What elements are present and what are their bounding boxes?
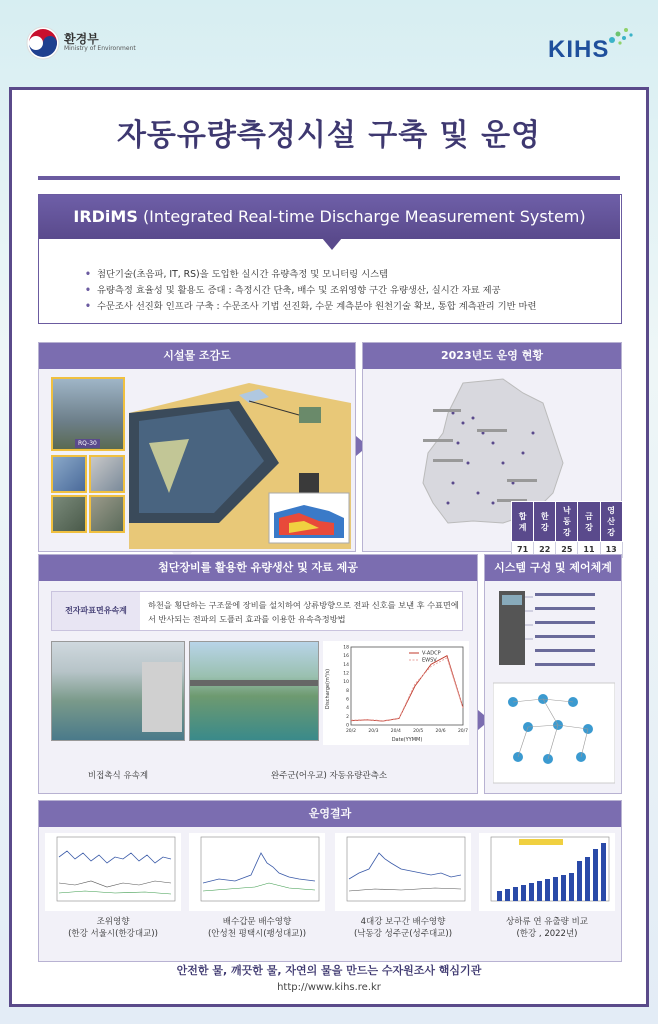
chart-xtick-label: 20/7 (457, 729, 469, 734)
chart-ytick-label: 2 (346, 714, 349, 720)
page-title: 자동유량측정시설 구축 및 운영 (116, 118, 542, 153)
result-caption-line2: (한강 서울시(한강대교)) (68, 929, 158, 939)
results-panel (38, 800, 622, 962)
equipment-photo-2 (89, 455, 125, 493)
irdims-arrow-icon (322, 238, 342, 250)
sensor-photo (51, 641, 185, 741)
station-caption: 완주군(어우교) 자동유량관측소 (270, 771, 388, 781)
bullet-item: • 첨단기술(초음파, IT, RS)을 도입한 실시간 유량측정 및 모니터링 시스템 (85, 267, 605, 283)
kihs-logo: KIHS (548, 36, 610, 63)
result-caption-line2: (한강 , 2022년) (516, 929, 578, 939)
chart-ytick-label: 4 (346, 706, 349, 712)
result-caption (45, 915, 181, 939)
footer-slogan: 안전한 물, 깨끗한 물, 자연의 물을 만드는 수자원조사 핵심기관 (176, 964, 482, 977)
chart-xlabel: Date(YYMM) (391, 737, 423, 743)
chart-ytick-label: 0 (346, 723, 349, 729)
stats-value: 22 (534, 542, 556, 558)
result-chart-weir (335, 833, 471, 911)
equipment-photo-1 (51, 455, 87, 493)
ministry-subtitle: Ministry of Environment (64, 45, 136, 52)
stats-value: 71 (512, 542, 534, 558)
chart-ytick-label: 8 (346, 688, 349, 694)
result-caption-line2: (낙동강 성주군(성주대교)) (353, 929, 453, 939)
equipment-photo-3 (51, 495, 87, 533)
result-caption-line1: 배수갑문 배수영향 (222, 917, 292, 927)
status-panel (362, 342, 622, 552)
stats-value: 11 (578, 542, 600, 558)
chart-ytick-label: 6 (346, 697, 349, 703)
result-caption-line1: 조위영향 (96, 917, 130, 927)
method-text: 하천을 횡단하는 구조물에 장비를 설치하여 상류방향으로 전파 신호를 보낸 후 수표면에서 반사되는 전파의 도플러 효과를 이용한 유속측정방법 (148, 600, 459, 624)
stats-value: 25 (556, 542, 578, 558)
irdims-box (38, 194, 622, 324)
station-photo (189, 641, 319, 741)
stats-header: 영산강 (600, 502, 622, 542)
status-heading: 2023년도 운영 현황 (363, 343, 621, 369)
chart-ytick-label: 18 (343, 645, 349, 651)
method-label: 전자파표면유속계 (52, 592, 140, 630)
result-caption-line1: 4대강 보구간 배수영향 (360, 917, 446, 927)
system-panel (484, 554, 622, 794)
poster-card (9, 87, 649, 1007)
chart-legend-label: EWSV (422, 657, 437, 664)
stats-value: 13 (600, 542, 622, 558)
irdims-heading (39, 195, 620, 239)
footer-url-link[interactable]: http://www.kihs.re.kr (277, 982, 381, 993)
result-caption (189, 915, 325, 939)
equipment-heading: 첨단장비를 활용한 유량생산 및 자료 제공 (39, 555, 477, 581)
sensor-caption: 비접촉식 유속계 (87, 771, 149, 781)
stats-header: 낙동강 (556, 502, 578, 542)
stats-header: 한강 (534, 502, 556, 542)
irdims-bullet-list (85, 267, 605, 315)
chart-xtick-label: 20/6 (435, 729, 446, 734)
chart-ytick-label: 16 (343, 654, 349, 660)
result-caption-line2: (안성천 평택시(팽성대교)) (207, 929, 307, 939)
ministry-logo-icon (26, 26, 60, 60)
bridge-photo (51, 377, 125, 451)
chart-ytick-label: 10 (343, 680, 349, 686)
equipment-photo-4 (89, 495, 125, 533)
rq-tag: RQ-30 (75, 439, 100, 448)
stats-header: 합계 (512, 502, 534, 542)
bullet-item: • 수문조사 선진화 인프라 구축 : 수문조사 기법 선진화, 수문 계측분야 원천기술 확보, 통합 계측관리 기반 마련 (85, 299, 605, 315)
chart-ylabel: Discharge(m³/s) (325, 668, 331, 710)
bridge-deck (190, 680, 319, 686)
status-table (511, 501, 623, 558)
chart-xtick-label: 20/5 (413, 729, 424, 734)
ministry-name: 환경부 (64, 32, 99, 46)
result-chart-tidal (45, 833, 181, 911)
runoff-chart-legend (519, 839, 563, 845)
result-caption (479, 915, 615, 939)
overview-panel (38, 342, 356, 552)
system-heading: 시스템 구성 및 제어체계 (485, 555, 621, 581)
irdims-full-name: (Integrated Real-time Discharge Measurement System) (142, 207, 586, 226)
overview-heading: 시설물 조감도 (39, 343, 355, 369)
title-divider (38, 176, 620, 180)
chart-ytick-label: 14 (343, 662, 349, 668)
result-chart-runoff (479, 833, 615, 911)
facility-illustration (129, 373, 351, 549)
chart-ytick-label: 12 (343, 671, 349, 677)
results-heading: 운영결과 (39, 801, 621, 827)
chart-xtick-label: 20/2 (345, 729, 357, 734)
chart-xtick-label: 20/4 (390, 729, 401, 734)
result-chart-gate (189, 833, 325, 911)
bridge-pier (142, 662, 182, 732)
equipment-panel (38, 554, 478, 794)
discharge-chart (323, 641, 469, 745)
irdims-abbr: IRDiMS (73, 207, 138, 226)
kihs-dots-icon (606, 26, 636, 50)
top-bar (0, 0, 658, 80)
system-diagram (493, 587, 615, 787)
bullet-item: • 유량측정 효율성 및 활용도 증대 : 측정시간 단축, 배수 및 조위영향 구간 유량생산, 실시간 자료 제공 (85, 283, 605, 299)
result-caption-line1: 상하류 연 유출량 비교 (505, 917, 588, 927)
result-caption (335, 915, 471, 939)
chart-legend-label: V-ADCP (422, 650, 441, 657)
method-box (51, 591, 463, 631)
chart-xtick-label: 20/3 (368, 729, 379, 734)
stats-header: 금강 (578, 502, 600, 542)
